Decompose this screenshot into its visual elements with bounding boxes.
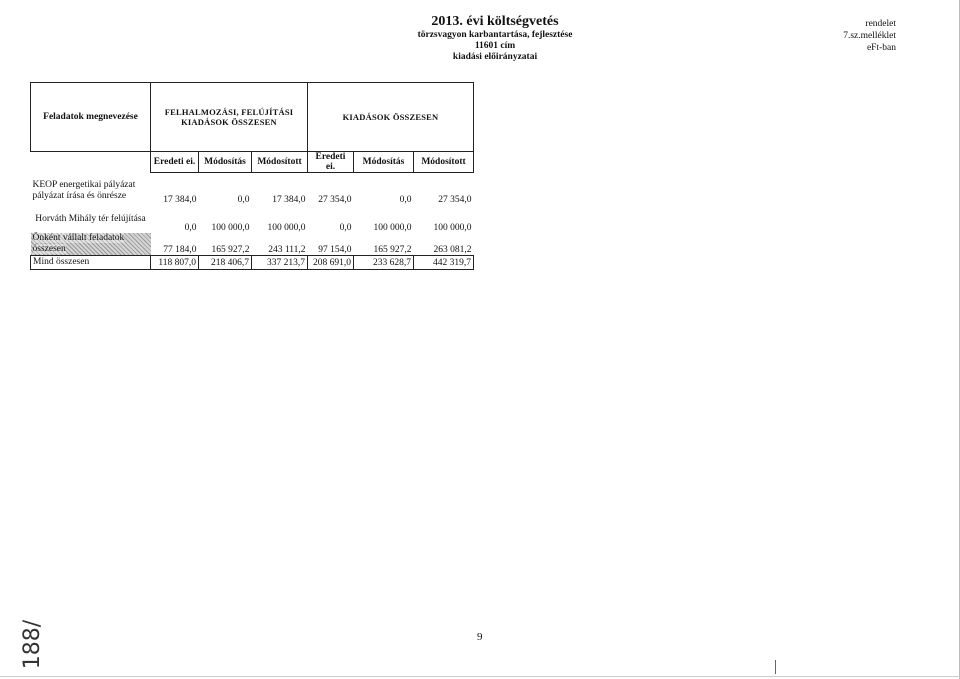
subheader-original: Eredeti ei. — [308, 152, 354, 173]
subheader-modification: Módosítás — [199, 152, 252, 173]
document-cost-center: 11601 cím — [474, 41, 516, 52]
cell-value: 77 184,0 — [163, 245, 197, 255]
table-row-grand-total — [31, 256, 474, 270]
scan-edge — [0, 676, 960, 677]
cell-value: 100 000,0 — [211, 223, 250, 233]
table-row — [31, 233, 474, 256]
document-subtitle-2: kiadási előirányzatai — [452, 51, 538, 62]
cell-value: 100 000,0 — [433, 223, 472, 233]
cell-value: 17 384,0 — [272, 195, 306, 205]
row-label: Horváth Mihály tér felújítása — [35, 213, 146, 224]
subheader-modification: Módosítás — [354, 152, 414, 173]
row-label: Önként vállalt feladatok összesen — [31, 233, 151, 256]
subheader-original: Eredeti ei. — [151, 152, 199, 173]
document-title: 2013. évi költségvetés — [431, 14, 559, 29]
total-expenses-group-header: KIADÁSOK ÖSSZESEN — [308, 83, 474, 152]
cell-value: 0,0 — [339, 223, 352, 233]
subheader-modified: Módosított — [252, 152, 308, 173]
cell-value: 0,0 — [237, 195, 250, 205]
page-number: 9 — [477, 631, 483, 643]
cell-value: 0,0 — [399, 195, 412, 205]
table-row — [31, 205, 474, 233]
cell-value: 337 213,7 — [252, 256, 308, 270]
capex-group-header: FELHALMOZÁSI, FELÚJÍTÁSI KIADÁSOK ÖSSZESEN — [151, 83, 308, 152]
cell-value: 165 927,2 — [211, 245, 250, 255]
subheader-modified: Módosított — [414, 152, 474, 173]
cell-value: 218 406,7 — [199, 256, 252, 270]
budget-table — [30, 82, 474, 270]
row-label: Mind összesen — [31, 256, 151, 270]
cell-value: 100 000,0 — [267, 223, 306, 233]
annex-line-2: 7.sz.melléklet — [843, 30, 896, 41]
annex-line-1: rendelet — [865, 19, 896, 29]
cell-value: 208 691,0 — [308, 256, 354, 270]
cell-value: 27 354,0 — [318, 195, 352, 205]
table-subheader-row — [31, 152, 474, 173]
tasks-column-header: Feladatok megnevezése — [31, 83, 151, 152]
annex-unit: eFt-ban — [866, 42, 896, 53]
handwritten-page-mark: 188/ — [20, 619, 46, 670]
cell-value: 243 111,2 — [268, 245, 306, 255]
cell-value: 263 081,2 — [433, 245, 472, 255]
annex-reference — [843, 19, 896, 55]
cell-value: 27 354,0 — [438, 195, 472, 205]
cell-value: 17 384,0 — [163, 195, 197, 205]
table-header-row — [31, 83, 474, 152]
cell-value: 97 154,0 — [318, 245, 352, 255]
cell-value: 233 628,7 — [354, 256, 414, 270]
scan-mark — [775, 660, 776, 674]
cell-value: 0,0 — [184, 223, 197, 233]
table-row — [31, 177, 474, 205]
cell-value: 100 000,0 — [373, 223, 412, 233]
row-label: KEOP energetikai pályázat pályázat írása és önrésze — [32, 180, 136, 201]
cell-value: 118 807,0 — [151, 256, 199, 270]
document-header — [380, 14, 610, 63]
cell-value: 165 927,2 — [373, 245, 412, 255]
document-subtitle: törzsvagyon karbantartása, fejlesztése — [417, 30, 573, 41]
cell-value: 442 319,7 — [414, 256, 474, 270]
